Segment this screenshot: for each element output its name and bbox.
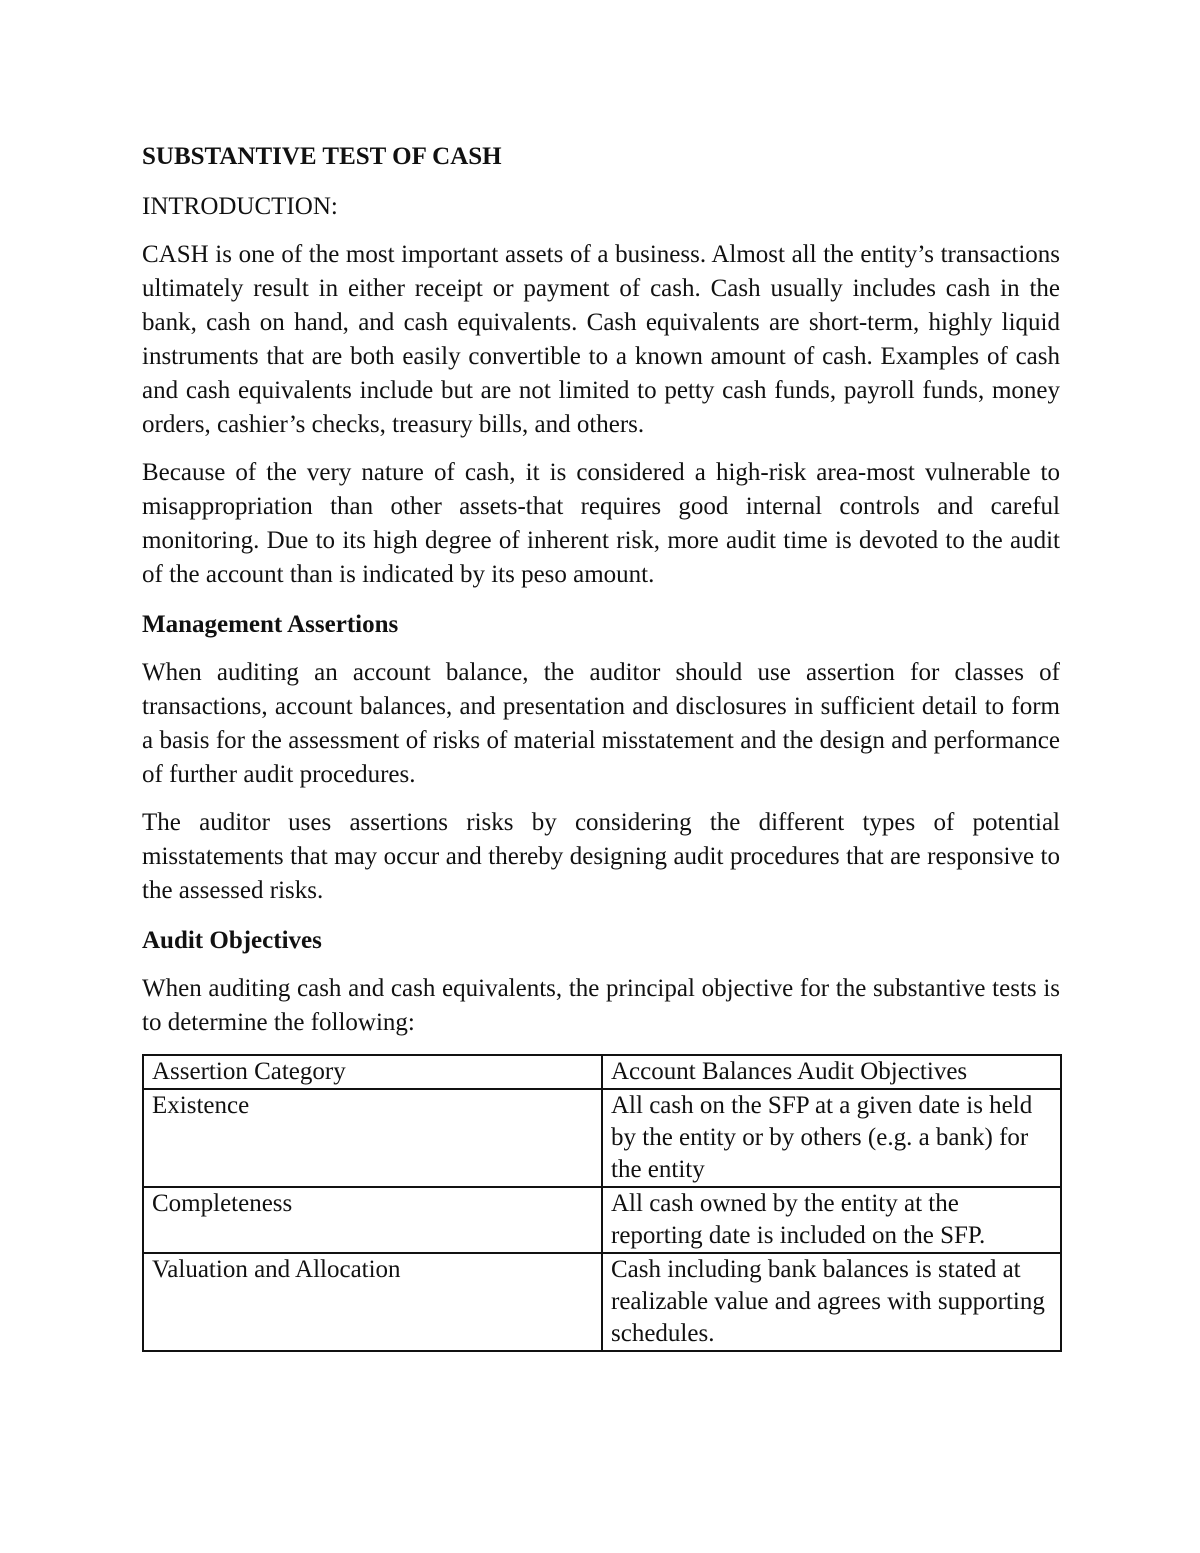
audit-objectives-paragraph: When auditing cash and cash equivalents, the principal objective for the substantive tests is to determine the following: <box>142 975 1060 1036</box>
table-cell-objective: All cash on the SFP at a given date is held by the entity or by others (e.g. a bank) for the entity <box>602 1089 1061 1187</box>
document-title: SUBSTANTIVE TEST OF CASH <box>142 143 502 170</box>
document-content <box>142 140 1060 1352</box>
introduction-label: INTRODUCTION: <box>142 193 338 220</box>
table-cell-assertion: Existence <box>143 1089 602 1187</box>
table-cell-assertion: Completeness <box>143 1187 602 1253</box>
table-header-cell: Account Balances Audit Objectives <box>602 1055 1061 1089</box>
audit-objectives-heading: Audit Objectives <box>142 927 322 954</box>
intro-paragraph-1: CASH is one of the most important assets of a business. Almost all the entity’s transactions ultimately result in either receipt or payment of cash. Cash usually includes cash in the bank, cash on hand, and cash equivalents. Cash equivalents are short-term, highly liquid instruments that are both easily convertible to a known amount of cash. Examples of cash and cash equivalents include but are not limited to petty cash funds, payroll funds, money orders, cashier’s checks, treasury bills, and others. <box>142 241 1060 438</box>
table-cell-objective: Cash including bank balances is stated at realizable value and agrees with supporting schedules. <box>602 1253 1061 1351</box>
management-assertions-paragraph-1: When auditing an account balance, the auditor should use assertion for classes of transactions, account balances, and presentation and disclosures in sufficient detail to form a basis for the assessment of risks of material misstatement and the design and performance of further audit procedures. <box>142 659 1060 788</box>
table-cell-assertion: Valuation and Allocation <box>143 1253 602 1351</box>
table-cell-objective: All cash owned by the entity at the reporting date is included on the SFP. <box>602 1187 1061 1253</box>
table-header-cell: Assertion Category <box>143 1055 602 1089</box>
table-row <box>143 1253 1061 1351</box>
table-row <box>143 1089 1061 1187</box>
table-row <box>143 1187 1061 1253</box>
table-header-row <box>143 1055 1061 1089</box>
management-assertions-paragraph-2: The auditor uses assertions risks by considering the different types of potential misstatements that may occur and thereby designing audit procedures that are responsive to the assessed risks. <box>142 809 1060 904</box>
intro-paragraph-2: Because of the very nature of cash, it is considered a high-risk area-most vulnerable to misappropriation than other assets-that requires good internal controls and careful monitoring. Due to its high degree of inherent risk, more audit time is devoted to the audit of the account than is indicated by its peso amount. <box>142 459 1060 588</box>
management-assertions-heading: Management Assertions <box>142 611 399 638</box>
audit-objectives-table <box>142 1054 1062 1352</box>
